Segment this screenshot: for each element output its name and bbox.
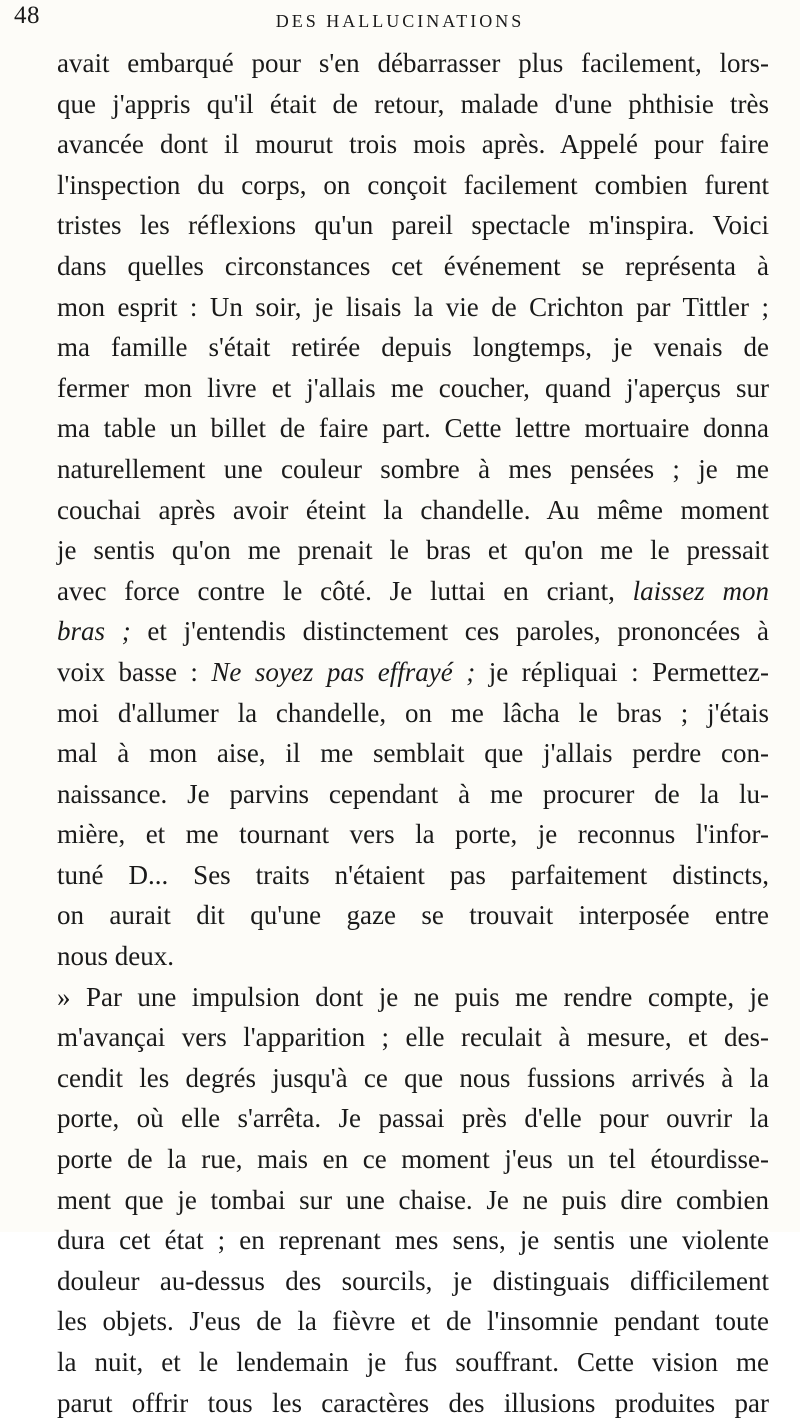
text-line: porte, où elle s'arrêta. Je passai près d'elle pour ouvrir la bbox=[57, 1103, 769, 1134]
text-line bbox=[57, 652, 769, 693]
running-head: DES HALLUCINATIONS bbox=[275, 11, 525, 31]
text-line: avancée dont il mourut trois mois après. Appelé pour faire bbox=[57, 129, 769, 160]
text-line bbox=[57, 571, 769, 612]
text-line: on aurait dit qu'une gaze se trouvait interposée entre bbox=[57, 900, 769, 931]
text-line: » Par une impulsion dont je ne puis me rendre compte, je bbox=[57, 981, 769, 1012]
body-text bbox=[57, 43, 769, 1423]
text-line: douleur au-dessus des sourcils, je distinguais difficilement bbox=[57, 1265, 769, 1296]
text-line: l'inspection du corps, on conçoit facilement combien furent bbox=[57, 169, 769, 200]
text-line: couchai après avoir éteint la chandelle. Au même moment bbox=[57, 494, 769, 525]
text-line: moi d'allumer la chandelle, on me lâcha le bras ; j'étais bbox=[57, 697, 769, 728]
text-line bbox=[57, 611, 769, 652]
italic-segment: laissez mon bbox=[632, 575, 770, 606]
italic-segment: bras ; bbox=[57, 616, 131, 647]
text-line: tuné D... Ses traits n'étaient pas parfaitement distincts, bbox=[57, 859, 769, 890]
page-header bbox=[0, 2, 800, 40]
text-line: tristes les réflexions qu'un pareil spectacle m'inspira. Voici bbox=[57, 210, 769, 241]
text-line: mon esprit : Un soir, je lisais la vie de Crichton par Tittler ; bbox=[57, 291, 769, 322]
text-segment: avec force contre le côté. Je luttai en criant, bbox=[57, 575, 615, 606]
italic-segment: Ne soyez pas effrayé ; bbox=[211, 656, 476, 687]
text-line: dans quelles circonstances cet événement se représenta à bbox=[57, 250, 769, 281]
text-line: dura cet état ; en reprenant mes sens, je sentis une violente bbox=[57, 1225, 769, 1256]
text-line: la nuit, et le lendemain je fus souffrant. Cette vision me bbox=[57, 1347, 769, 1377]
text-line: porte de la rue, mais en ce moment j'eus un tel étourdisse- bbox=[57, 1144, 769, 1175]
text-line: je sentis qu'on me prenait le bras et qu'on me le pressait bbox=[57, 535, 769, 566]
text-line: que j'appris qu'il était de retour, malade d'une phthisie très bbox=[57, 88, 769, 119]
text-line: ma famille s'était retirée depuis longtemps, je venais de bbox=[57, 332, 769, 363]
text-line: fermer mon livre et j'allais me coucher, quand j'aperçus sur bbox=[57, 372, 769, 403]
text-line: avait embarqué pour s'en débarrasser plus facilement, lors- bbox=[57, 48, 769, 78]
text-line: mière, et me tournant vers la porte, je reconnus l'infor- bbox=[57, 819, 769, 850]
text-line: parut offrir tous les caractères des illusions produites par bbox=[57, 1387, 769, 1418]
page-number: 48 bbox=[14, 2, 40, 29]
text-segment: et j'entendis distinctement ces paroles, prononcées à bbox=[130, 616, 769, 647]
text-line: les objets. J'eus de la fièvre et de l'insomnie pendant toute bbox=[57, 1306, 769, 1337]
text-line: cendit les degrés jusqu'à ce que nous fussions arrivés à la bbox=[57, 1062, 769, 1093]
text-line: ment que je tombai sur une chaise. Je ne puis dire combien bbox=[57, 1184, 769, 1215]
text-segment: je répliquai : Permettez- bbox=[475, 656, 770, 687]
text-line: mal à mon aise, il me semblait que j'allais perdre con- bbox=[57, 738, 769, 769]
text-line: naturellement une couleur sombre à mes pensées ; je me bbox=[57, 453, 769, 484]
text-segment: voix basse : bbox=[57, 656, 212, 687]
text-line: nous deux. bbox=[57, 941, 174, 972]
text-line: m'avançai vers l'apparition ; elle reculait à mesure, et des- bbox=[57, 1022, 769, 1053]
text-line: naissance. Je parvins cependant à me procurer de la lu- bbox=[57, 778, 769, 809]
text-line: ma table un billet de faire part. Cette lettre mortuaire donna bbox=[57, 413, 769, 444]
